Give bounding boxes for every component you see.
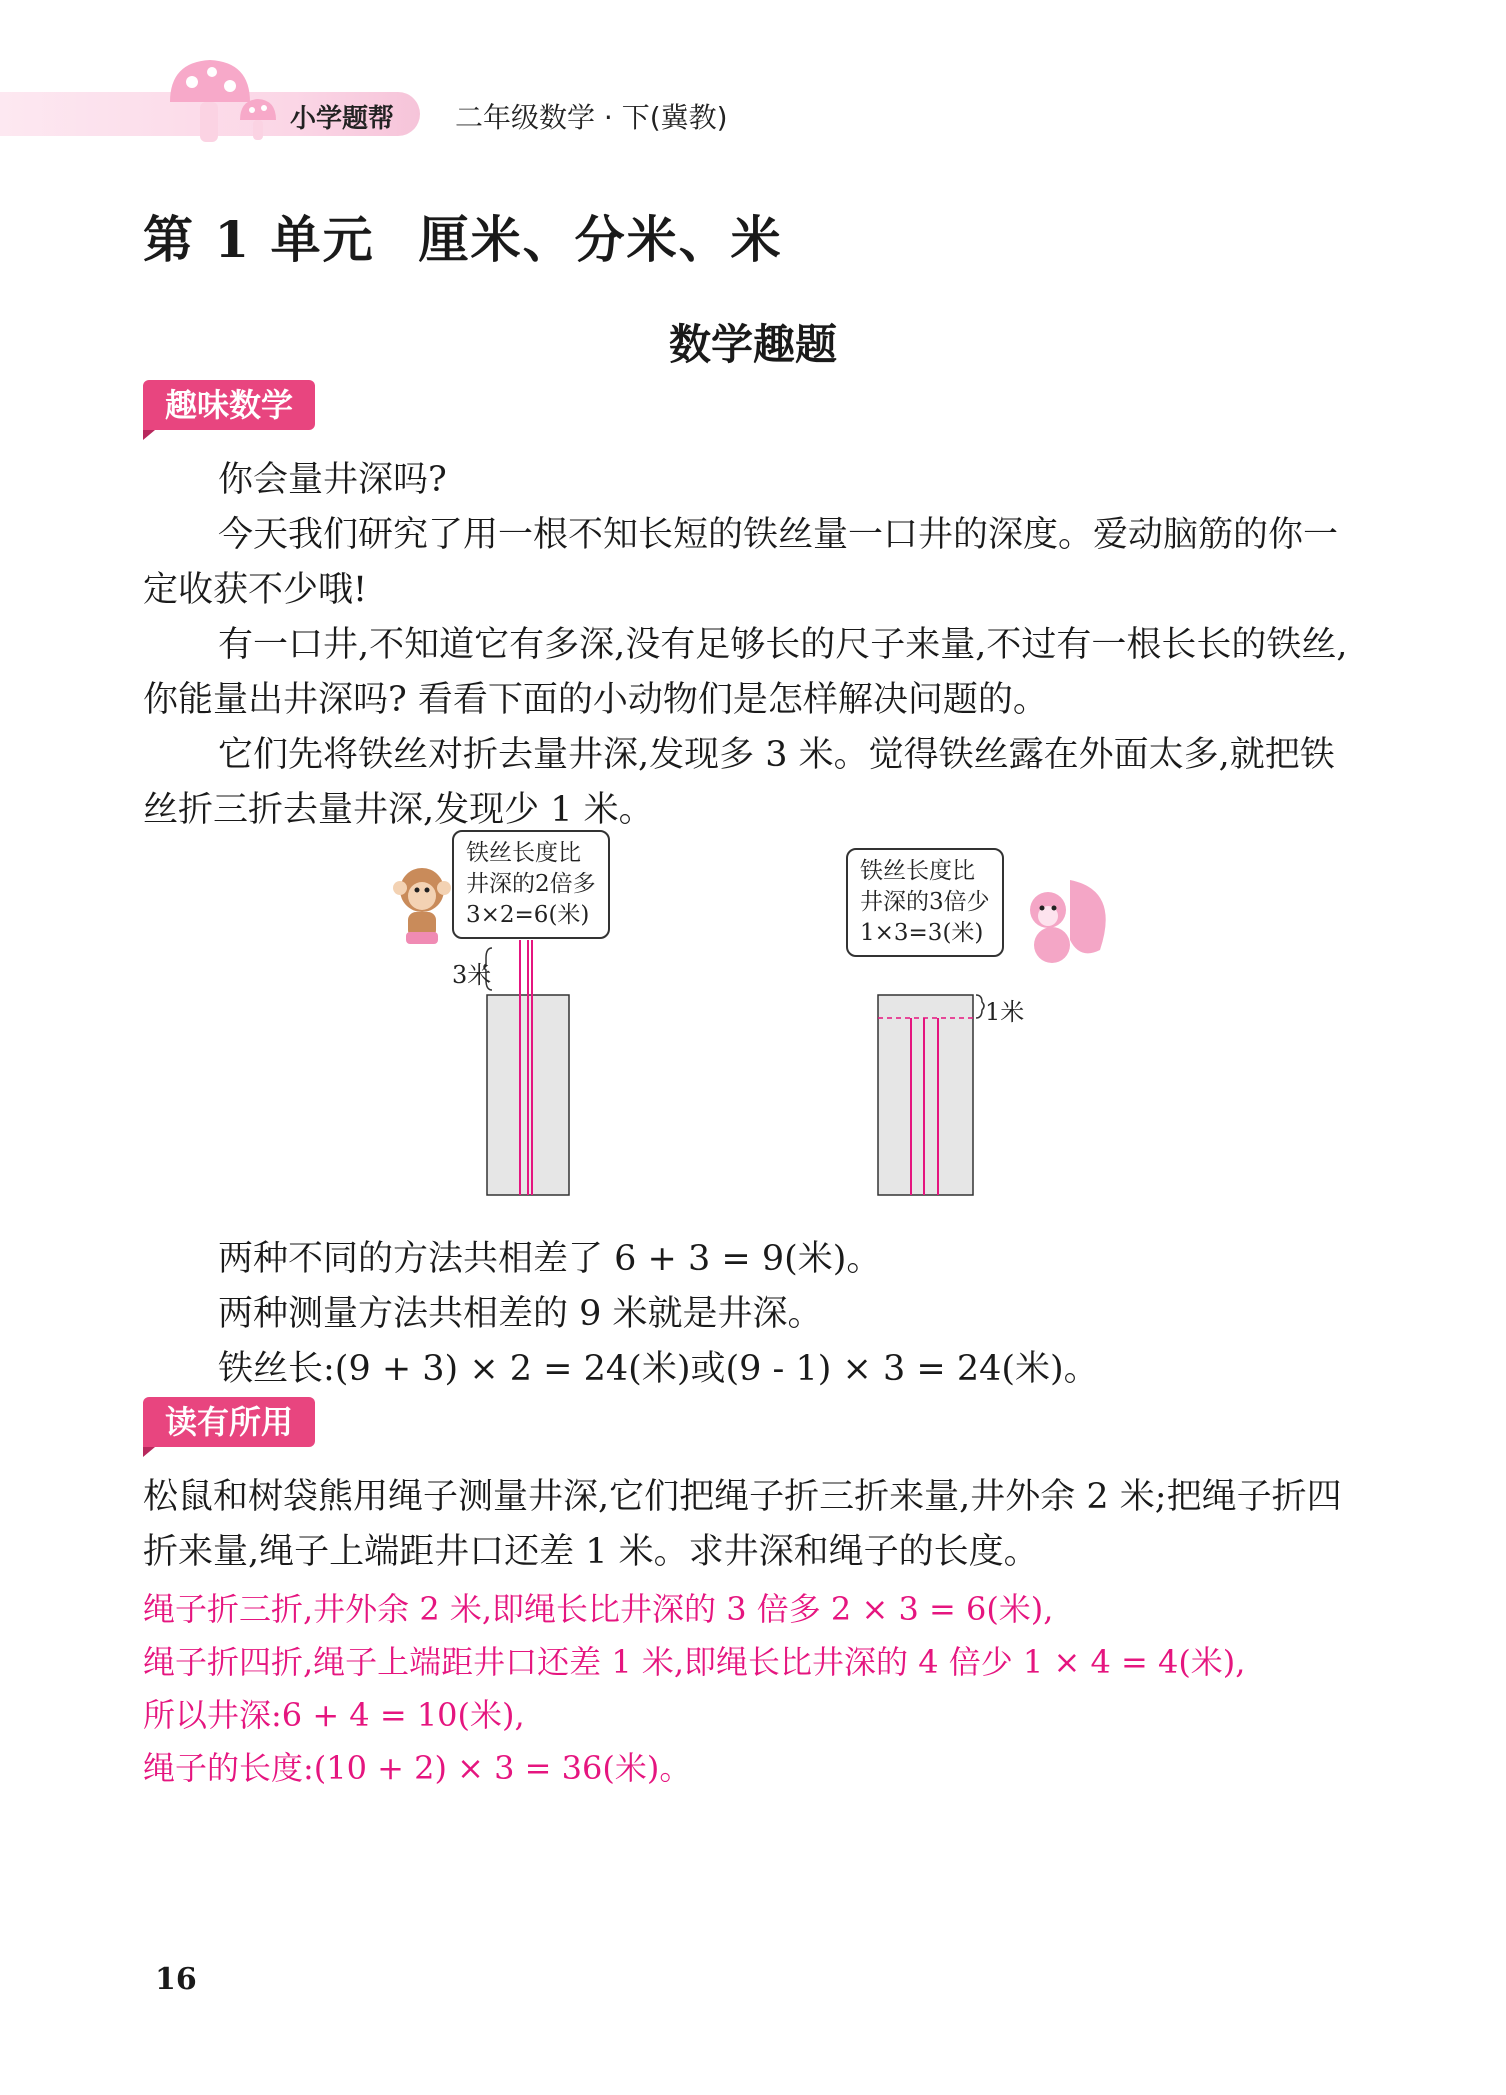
mushroom-icon (160, 52, 290, 152)
explain-line-3: 铁丝长:(9 + 3) × 2 = 24(米)或(9 - 1) × 3 = 24(米)。 (218, 1349, 1099, 1389)
bubble-right-line-3: 1×3=3(米) (860, 920, 984, 946)
bubble-right-line-2: 井深的3倍少 (860, 889, 990, 915)
bubble-left-line-1: 铁丝长度比 (466, 840, 581, 866)
speech-bubble-left (452, 830, 610, 939)
label-3m: 3米 (452, 961, 492, 989)
answer-line-3: 所以井深:6 + 4 = 10(米), (143, 1696, 525, 1734)
bubble-left-line-2: 井深的2倍多 (466, 871, 596, 897)
unit-title (143, 200, 783, 272)
page-number: 16 (155, 1962, 197, 1997)
brand-name: 小学题帮 (290, 104, 395, 134)
answer-line-2: 绳子折四折,绳子上端距井口还差 1 米,即绳长比井深的 4 倍少 1 × 4 = 4(米), (143, 1643, 1246, 1681)
well-right (878, 995, 973, 1195)
bubble-right-line-1: 铁丝长度比 (860, 858, 975, 884)
answer-line-1: 绳子折三折,井外余 2 米,即绳长比井深的 3 倍多 2 × 3 = 6(米), (143, 1590, 1054, 1628)
paragraph-1: 你会量井深吗? (218, 460, 447, 500)
unit-label: 第 1 单元 (143, 210, 375, 269)
apply-question: 松鼠和树袋熊用绳子测量井深,它们把绳子折三折来量,井外余 2 米;把绳子折四折来量,绳子上端距井口还差 1 米。求井深和绳子的长度。 (143, 1477, 1342, 1572)
answer-line-4: 绳子的长度:(10 + 2) × 3 = 36(米)。 (143, 1749, 692, 1787)
explain-line-1: 两种不同的方法共相差了 6 + 3 = 9(米)。 (218, 1239, 882, 1279)
paragraph-3: 有一口井,不知道它有多深,没有足够长的尺子来量,不过有一根长长的铁丝,你能量出井深吗? 看看下面的小动物们是怎样解决问题的。 (143, 625, 1348, 720)
book-title: 二年级数学 · 下(冀教) (455, 101, 728, 134)
squirrel-icon (1030, 880, 1106, 963)
speech-bubble-right (846, 848, 1004, 957)
brace-right (976, 995, 984, 1018)
label-1m: 1米 (985, 998, 1025, 1026)
tag-fun-math: 趣味数学 (143, 380, 315, 430)
section-title: 数学趣题 (668, 320, 837, 369)
paragraph-4: 它们先将铁丝对折去量井深,发现多 3 米。觉得铁丝露在外面太多,就把铁丝折三折去量井深,发现少 1 米。 (143, 735, 1335, 830)
explain-line-2: 两种测量方法共相差的 9 米就是井深。 (218, 1294, 823, 1334)
bubble-left-line-3: 3×2=6(米) (466, 902, 590, 928)
tag-apply: 读有所用 (143, 1397, 315, 1447)
unit-name: 厘米、分米、米 (418, 210, 783, 269)
monkey-icon (393, 868, 451, 944)
paragraph-2: 今天我们研究了用一根不知长短的铁丝量一口井的深度。爱动脑筋的你一定收获不少哦! (143, 515, 1339, 610)
